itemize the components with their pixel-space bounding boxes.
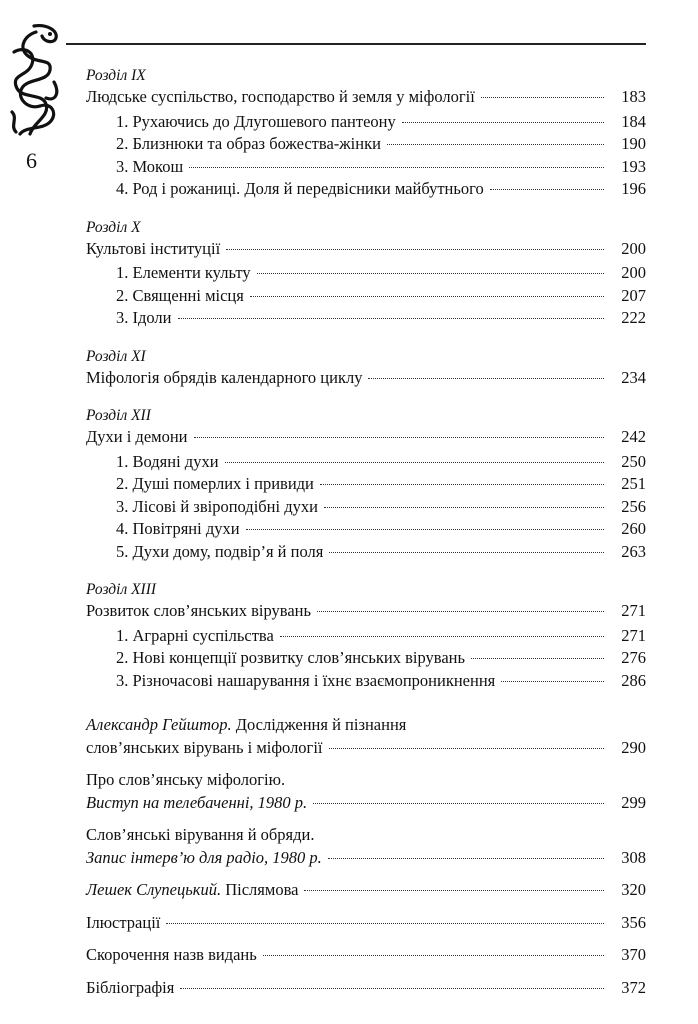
entry-title: 2. Близнюки та образ божества-жінки — [116, 134, 381, 153]
toc-entry-chapter[interactable] — [86, 426, 646, 449]
entry-page: 271 — [621, 625, 646, 645]
entry-title: Скорочення назв видань — [86, 945, 257, 964]
entry-page: 256 — [621, 496, 646, 516]
header-rule — [66, 43, 646, 45]
toc-entry-sub[interactable] — [86, 156, 646, 179]
celtic-knot-ornament-icon — [6, 22, 64, 140]
dot-leader — [313, 803, 604, 804]
dot-leader — [178, 318, 605, 319]
entry-title: 1. Рухаючись до Длугошевого пантеону — [116, 111, 396, 131]
entry-title: 3. Різночасові нашарування і їхнє взаємопроникнення — [116, 670, 496, 690]
entry-title-line1: Про слов’янську міфологію. — [86, 770, 286, 789]
entry-title: 2. Нові концепції розвитку слов’янських вірувань — [116, 648, 466, 667]
toc-entry-sub[interactable] — [86, 133, 646, 156]
entry-title: 1. Водяні духи — [116, 451, 219, 471]
toc-illustrations[interactable] — [86, 912, 646, 935]
dot-leader — [246, 529, 604, 530]
entry-page: 190 — [621, 134, 646, 153]
entry-page: 196 — [621, 179, 646, 198]
dot-leader — [481, 97, 604, 98]
entry-page: 356 — [621, 912, 646, 932]
dot-leader — [263, 955, 604, 956]
dot-leader — [225, 462, 604, 463]
section-label: Розділ XIII — [86, 581, 157, 598]
entry-page: 276 — [621, 648, 646, 667]
entry-page: 183 — [621, 87, 646, 106]
entry-title: Бібліографія — [86, 977, 175, 997]
dot-leader — [280, 636, 604, 637]
dot-leader — [328, 858, 604, 859]
page-number: 6 — [26, 148, 37, 173]
dot-leader — [317, 611, 604, 612]
entry-title: Міфологія обрядів календарного циклу — [86, 367, 363, 387]
entry-title: Духи і демони — [86, 427, 188, 446]
toc-entry-sub[interactable] — [86, 647, 646, 670]
toc-entry-sub[interactable] — [86, 262, 646, 285]
toc-entry-sub[interactable] — [86, 496, 646, 519]
entry-title: 2. Душі померлих і привиди — [116, 474, 314, 493]
toc-entry-chapter[interactable] — [86, 86, 646, 109]
section-label: Розділ IX — [86, 67, 146, 84]
toc-entry-line — [86, 737, 646, 760]
entry-page: 250 — [621, 451, 646, 471]
dot-leader — [166, 923, 604, 924]
toc-afterword[interactable] — [86, 879, 646, 902]
toc-entry-sub[interactable] — [86, 473, 646, 496]
toc-section-xiii — [86, 580, 646, 692]
entry-page: 370 — [621, 945, 646, 964]
toc-section-ix — [86, 66, 646, 201]
dot-leader — [180, 988, 604, 989]
toc-entry-sub[interactable] — [86, 307, 646, 330]
toc-entry-sub[interactable] — [86, 518, 646, 541]
toc-entry-sub[interactable] — [86, 670, 646, 693]
dot-leader — [471, 658, 604, 659]
entry-page: 299 — [621, 792, 646, 812]
entry-page: 200 — [621, 238, 646, 258]
dot-leader — [324, 507, 604, 508]
entry-page: 207 — [621, 285, 646, 305]
entry-title: Розвиток слов’янських вірувань — [86, 601, 312, 620]
dot-leader — [226, 249, 604, 250]
entry-page: 222 — [621, 308, 646, 327]
entry-title: 3. Лісові й звіроподібні духи — [116, 496, 318, 516]
dot-leader — [189, 167, 604, 168]
entry-title-line2: слов’янських вірувань і міфології — [86, 737, 323, 757]
toc-entry-sub[interactable] — [86, 625, 646, 648]
entry-title: 4. Повітряні духи — [116, 519, 240, 538]
toc-entry-line — [86, 792, 646, 815]
entry-page: 290 — [621, 737, 646, 757]
entry-title-line2: Виступ на телебаченні, 1980 р. — [86, 792, 308, 812]
toc-entry-line — [86, 847, 646, 870]
entry-title-line1 — [86, 714, 646, 737]
toc-entry-line — [86, 977, 646, 1000]
entry-page: 320 — [621, 880, 646, 899]
dot-leader — [368, 378, 604, 379]
toc-section-xi — [86, 347, 646, 390]
entry-title: 1. Аграрні суспільства — [116, 625, 274, 645]
entry-title — [86, 879, 298, 902]
table-of-contents — [86, 66, 646, 1009]
entry-page: 260 — [621, 519, 646, 538]
entry-title: 2. Священні місця — [116, 285, 244, 305]
toc-bibliography[interactable] — [86, 977, 646, 1000]
entry-title: 1. Елементи культу — [116, 263, 251, 282]
entry-title: 3. Мокош — [116, 156, 184, 176]
toc-tv-talk[interactable] — [86, 769, 646, 814]
toc-entry-line — [86, 944, 646, 967]
entry-page: 234 — [621, 367, 646, 387]
toc-gieysztor-essay[interactable] — [86, 714, 646, 759]
toc-radio-interview[interactable] — [86, 824, 646, 869]
toc-section-xii — [86, 406, 646, 563]
toc-entry-sub[interactable] — [86, 285, 646, 308]
entry-page: 372 — [621, 977, 646, 997]
dot-leader — [250, 296, 604, 297]
entry-page: 242 — [621, 427, 646, 446]
dot-leader — [501, 681, 604, 682]
toc-entry-sub[interactable] — [86, 451, 646, 474]
toc-entry-chapter[interactable] — [86, 367, 646, 390]
author-name: Александр Гейштор. — [86, 715, 232, 734]
entry-page: 286 — [621, 670, 646, 690]
entry-title-line2: Запис інтерв’ю для радіо, 1980 р. — [86, 847, 322, 867]
entry-title: 4. Род і рожаниці. Доля й передвісники майбутнього — [116, 179, 484, 198]
toc-abbreviations[interactable] — [86, 944, 646, 967]
entry-title-line1: Слов’янські вірування й обряди. — [86, 825, 315, 844]
toc-entry-sub[interactable] — [86, 111, 646, 134]
entry-page: 308 — [621, 847, 646, 867]
dot-leader — [329, 552, 604, 553]
entry-page: 184 — [621, 111, 646, 131]
entry-page: 271 — [621, 601, 646, 620]
author-name: Лешек Слупецький. — [86, 880, 222, 899]
dot-leader — [329, 748, 605, 749]
section-label: Розділ X — [86, 218, 141, 236]
entry-title: 3. Ідоли — [116, 308, 172, 327]
title-rest: Дослідження й пізнання — [231, 715, 407, 734]
title-rest: Післямова — [221, 880, 299, 899]
entry-title: Людське суспільство, господарство й земля у міфології — [86, 87, 475, 106]
entry-page: 200 — [621, 263, 646, 282]
entry-page: 193 — [621, 156, 646, 176]
entry-title: 5. Духи дому, подвір’я й поля — [116, 541, 324, 561]
toc-entry-chapter[interactable] — [86, 238, 646, 261]
toc-section-x — [86, 218, 646, 330]
toc-entry-chapter[interactable] — [86, 600, 646, 623]
dot-leader — [320, 484, 604, 485]
toc-entry-sub[interactable] — [86, 541, 646, 564]
toc-entry-line — [86, 879, 646, 902]
section-label: Розділ XI — [86, 347, 146, 365]
dot-leader — [402, 122, 604, 123]
entry-page: 251 — [621, 474, 646, 493]
dot-leader — [490, 189, 604, 190]
dot-leader — [257, 273, 604, 274]
entry-title: Культові інституції — [86, 238, 221, 258]
section-label: Розділ XII — [86, 407, 151, 424]
entry-page: 263 — [621, 541, 646, 561]
entry-title: Ілюстрації — [86, 912, 161, 932]
dot-leader — [194, 437, 605, 438]
toc-entry-sub[interactable] — [86, 178, 646, 201]
toc-entry-line — [86, 912, 646, 935]
dot-leader — [387, 144, 604, 145]
dot-leader — [304, 890, 604, 891]
